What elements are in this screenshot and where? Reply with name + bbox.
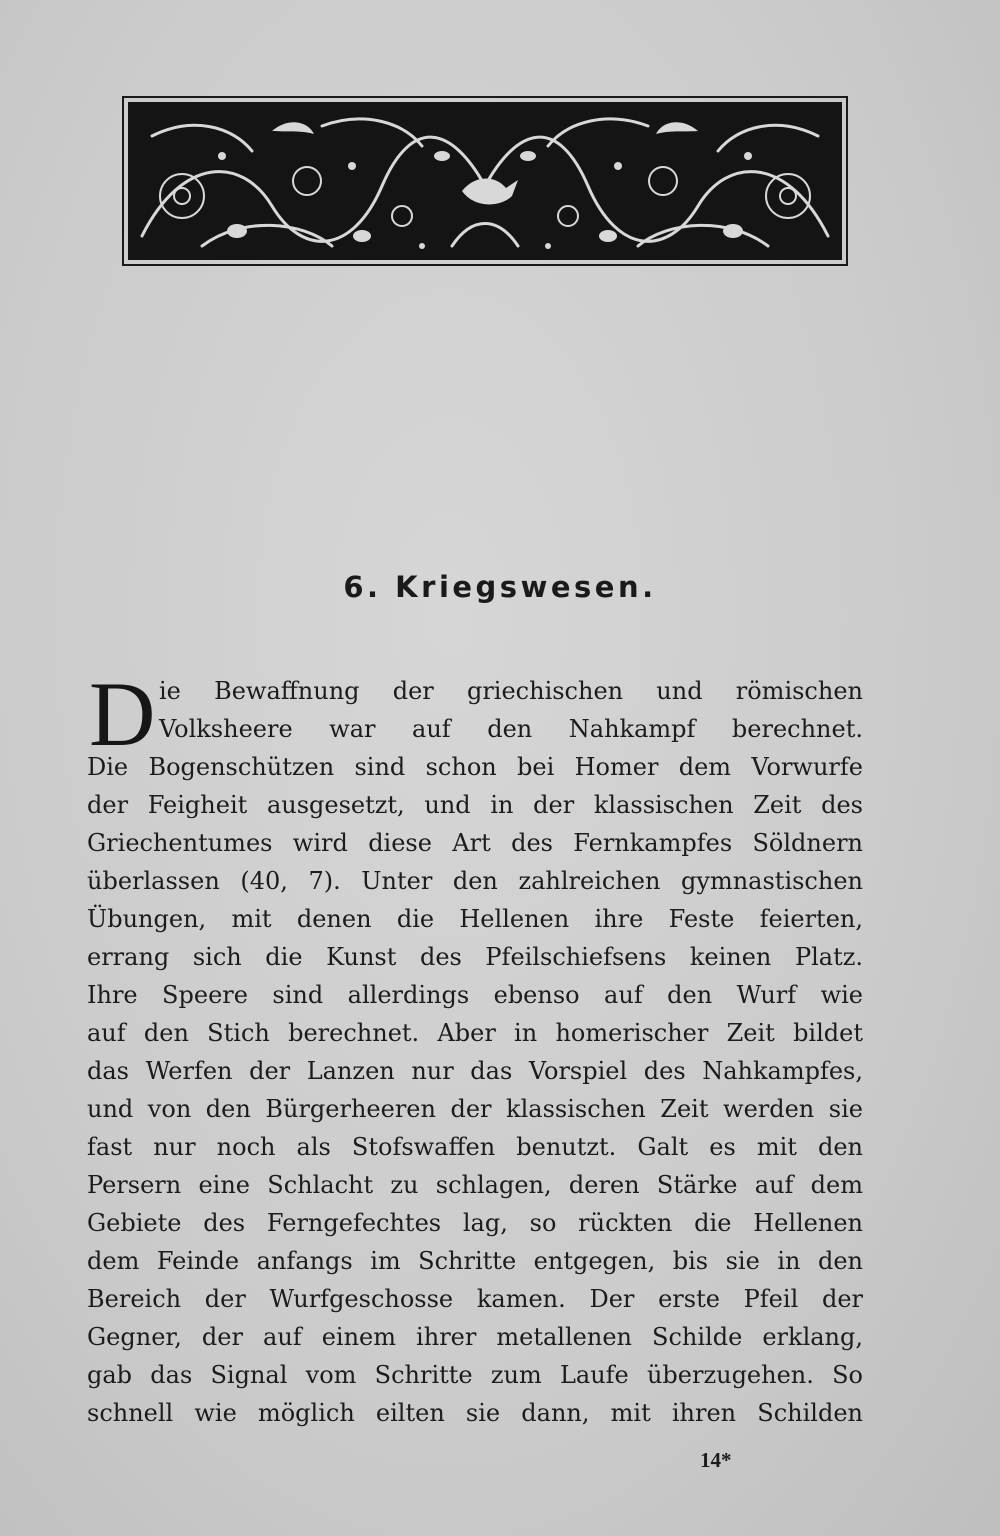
chapter-title: 6. Kriegswesen.	[343, 570, 657, 604]
text-line: Persern eine Schlacht zu schlagen, deren Stärke auf dem	[87, 1171, 863, 1199]
drop-cap-initial: D	[89, 663, 156, 765]
floral-ornament-banner	[122, 96, 848, 266]
text-line: Ihre Speere sind allerdings ebenso auf den Wurf wie	[87, 981, 863, 1009]
text-line: Volksheere war auf den Nahkampf berechnet.	[159, 715, 863, 743]
page-number: 14*	[700, 1448, 732, 1472]
text-line: errang sich die Kunst des Pfeilschiefsens keinen Platz.	[87, 943, 863, 971]
body-paragraph	[87, 672, 863, 1432]
text-line: Gegner, der auf einem ihrer metallenen Schilde erklang,	[87, 1323, 863, 1351]
text-line: überlassen (40, 7). Unter den zahlreichen gymnastischen	[87, 867, 863, 895]
text-line: Die Bogenschützen sind schon bei Homer dem Vorwurfe	[87, 753, 863, 781]
text-line: schnell wie möglich eilten sie dann, mit ihren Schilden	[87, 1399, 863, 1427]
text-line: Übungen, mit denen die Hellenen ihre Feste feierten,	[87, 905, 863, 933]
text-line: dem Feinde anfangs im Schritte entgegen, bis sie in den	[87, 1247, 863, 1275]
text-line: gab das Signal vom Schritte zum Laufe überzugehen. So	[87, 1361, 863, 1389]
text-line: Bereich der Wurfgeschosse kamen. Der erste Pfeil der	[87, 1285, 863, 1313]
text-line: ie Bewaffnung der griechischen und römischen	[159, 677, 863, 705]
text-line: der Feigheit ausgesetzt, und in der klassischen Zeit des	[87, 791, 863, 819]
text-line: und von den Bürgerheeren der klassischen Zeit werden sie	[87, 1095, 863, 1123]
text-line: das Werfen der Lanzen nur das Vorspiel des Nahkampfes,	[87, 1057, 863, 1085]
text-line: fast nur noch als Stofswaffen benutzt. Galt es mit den	[87, 1133, 863, 1161]
text-line: Griechentumes wird diese Art des Fernkampfes Söldnern	[87, 829, 863, 857]
text-line: Gebiete des Ferngefechtes lag, so rückten die Hellenen	[87, 1209, 863, 1237]
text-line: auf den Stich berechnet. Aber in homerischer Zeit bildet	[87, 1019, 863, 1047]
